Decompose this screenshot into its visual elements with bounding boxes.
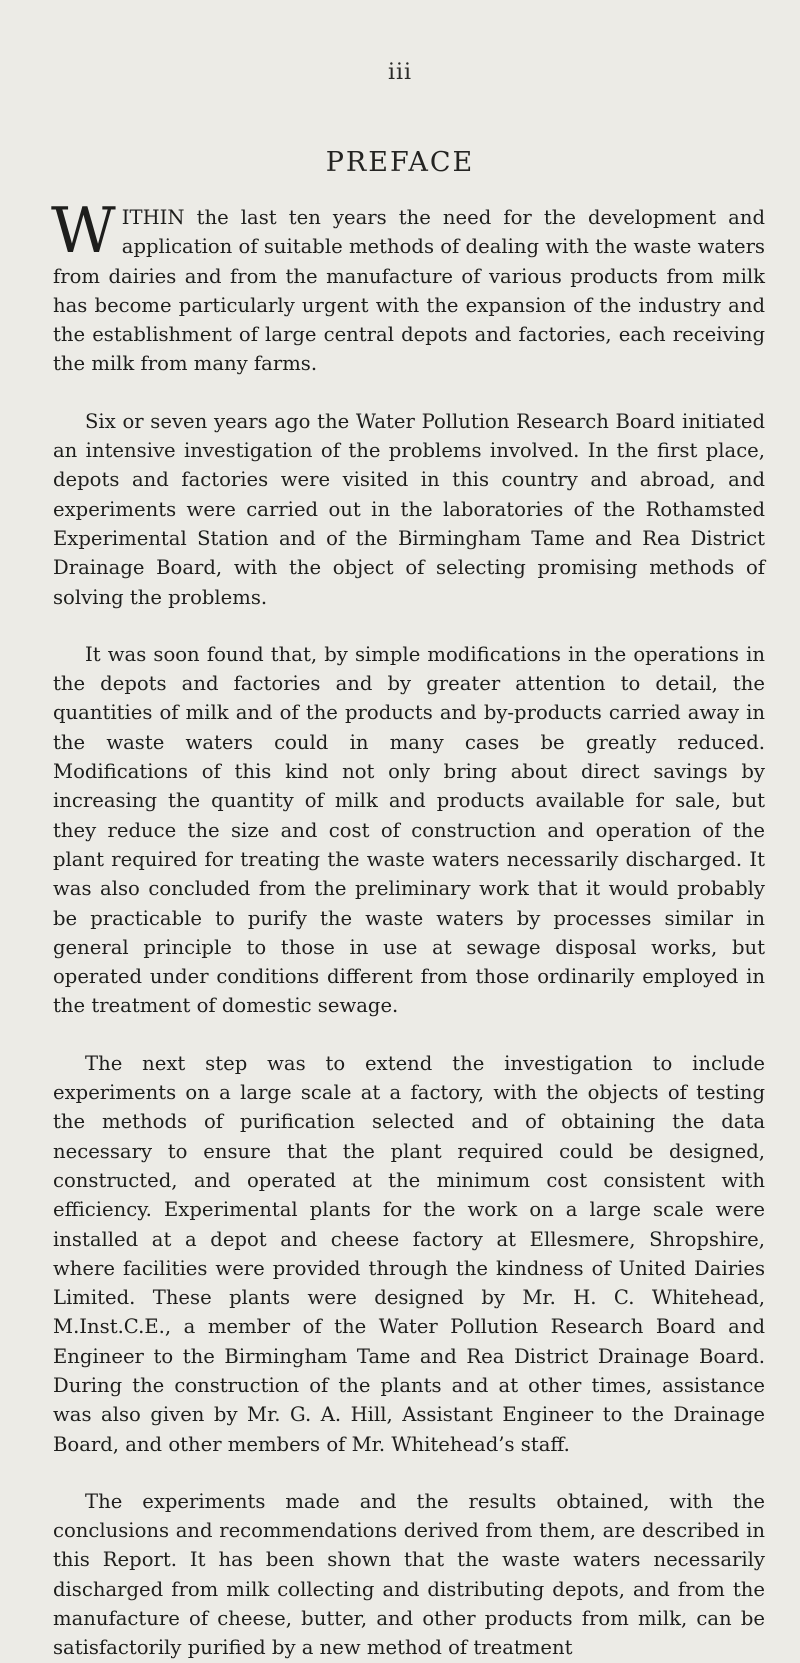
page-title: PREFACE bbox=[325, 147, 475, 178]
preface-body bbox=[51, 194, 765, 1663]
page-number: iii bbox=[387, 60, 413, 85]
paragraph: It was soon found that, by simple modifications in the operations in the depots and factories and by greater attention to detail, the quantities of milk and of the products and by-products carried away in the waste waters could in many cases be greatly reduced. Modifications of this kind not only bring about direct savings by increasing the quantity of milk and products available for sale, but they reduce the size and cost of construction and operation of the plant required for treating the waste waters necessarily discharged. It was also concluded from the preliminary work that it would probably be practicable to purify the waste waters by processes similar in general principle to those in use at sewage disposal works, but operated under conditions different from those ordinarily employed in the treatment of domestic sewage. bbox=[53, 642, 765, 1018]
drop-cap: W bbox=[51, 194, 116, 267]
paragraph: Six or seven years ago the Water Pollution Research Board initiated an intensive investigation of the problems involved. In the first place, depots and factories were visited in this country and abroad, and experiments were carried out in the laboratories of the Rothamsted Experimental Station and of the Birmingham Tame and Rea District Drainage Board, with the object of selecting promising methods of solving the problems. bbox=[53, 409, 765, 609]
paragraph: The next step was to extend the investigation to include experiments on a large scale at a factory, with the objects of testing the methods of purification selected and of obtaining the data necessary to ensure that the plant required could be designed, constructed, and operated at the minimum cost consistent with efficiency. Experimental plants for the work on a large scale were installed at a depot and cheese factory at Ellesmere, Shropshire, where facilities were provided through the kindness of United Dairies Limited. These plants were designed by Mr. H. C. Whitehead, M.Inst.C.E., a member of the Water Pollution Research Board and Engineer to the Birmingham Tame and Rea District Drainage Board. During the construction of the plants and at other times, assistance was also given by Mr. G. A. Hill, Assistant Engineer to the Drainage Board, and other members of Mr. Whitehead’s staff. bbox=[53, 1051, 765, 1456]
paragraph-text: ITHIN the last ten years the need for the development and application of suitable methods of dealing with the waste waters from dairies and from the manufacture of various products from milk has become particularly urgent with the expansion of the industry and the establishment of large central depots and factories, each receiving the milk from many farms. bbox=[53, 206, 765, 376]
paragraph: The experiments made and the results obtained, with the conclusions and recommendations derived from them, are described in this Report. It has been shown that the waste waters necessarily discharged from milk collecting and distributing depots, and from the manufacture of cheese, butter, and other products from milk, can be satisfactorily purified by a new method of treatment bbox=[53, 1489, 765, 1660]
paragraph bbox=[51, 194, 765, 379]
